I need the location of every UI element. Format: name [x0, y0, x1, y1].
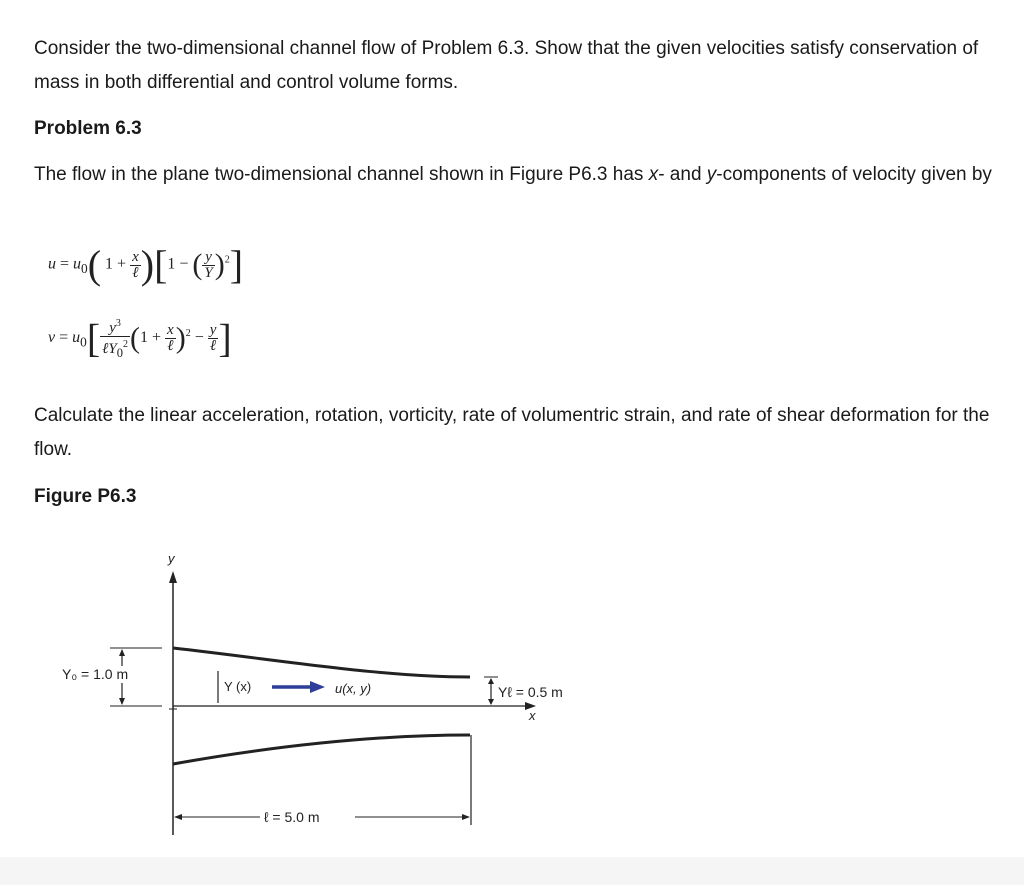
eq-v-minus: −: [194, 329, 204, 347]
eq-u-one: 1: [105, 255, 114, 273]
eq-u-equals: =: [60, 255, 70, 273]
ye-down-arrow-icon: [488, 699, 494, 705]
eq-v-one: 1: [139, 329, 148, 347]
flow-text-2: - and: [658, 164, 707, 185]
flow-y-var: y: [706, 164, 717, 185]
y0-up-arrow-icon: [119, 649, 125, 656]
eq-u-frac-y-Y: $\frac{y}{Y}$: [204, 248, 213, 281]
eq-v-u0: u: [72, 329, 81, 347]
eq-v-square: 2: [185, 327, 191, 339]
figure-heading: Figure P6.3: [34, 486, 137, 507]
eq-u-minus: −: [179, 255, 189, 273]
y0-label: Y₀ = 1.0 m: [62, 666, 129, 682]
lower-wall: [173, 735, 470, 764]
flow-text-1: The flow in the plane two-dimensional channel shown in Figure P6.3 has: [34, 164, 649, 185]
length-label: ℓ = 5.0 m: [264, 809, 320, 825]
eq-u-one-2: 1: [167, 255, 176, 273]
y-axis-label: y: [168, 551, 175, 566]
equation-u: $u = u_0$( 1 + $\frac{x}{\text{ℓ}}$ )[1 − ( $\frac{y}{Y}$ )$^2$]: [48, 242, 244, 287]
ye-label: Yℓ = 0.5 m: [498, 684, 563, 700]
eq-u-u0: u: [73, 255, 82, 273]
eq-u-lhs: u: [48, 255, 56, 273]
eq-u-square: 2: [224, 254, 230, 266]
calc-paragraph: Calculate the linear acceleration, rotation, vorticity, rate of volumentric strain, and rate of shear deformation for the flow.: [34, 405, 990, 460]
channel-flow-figure: [50, 545, 610, 845]
intro-paragraph: Consider the two-dimensional channel flow of Problem 6.3. Show that the given velocities satisfy conservation of mass in both differential and control volume forms.: [34, 38, 979, 93]
problem-heading: Problem 6.3: [34, 118, 142, 139]
flow-x-var: x: [648, 164, 659, 185]
eq-v-frac-y-ell: $\frac{y}{\text{ℓ}}$: [209, 322, 217, 354]
x-axis-label: x: [529, 708, 536, 723]
y-axis-arrow-icon: [169, 571, 177, 583]
eq-v-plus: +: [151, 329, 162, 347]
eq-v-u0-sub: 0: [80, 334, 87, 350]
y0-down-arrow-icon: [119, 698, 125, 705]
eq-v-lhs: v: [48, 329, 56, 347]
flow-arrow-icon: [310, 681, 325, 693]
length-left-arrow-icon: [174, 814, 182, 820]
ye-up-arrow-icon: [488, 678, 494, 684]
eq-v-frac-x-ell: $\frac{x}{\text{ℓ}}$: [167, 322, 174, 354]
yx-label: Y (x): [224, 679, 252, 694]
length-right-arrow-icon: [462, 814, 470, 820]
flow-paragraph: [34, 158, 992, 192]
bottom-bar: [0, 857, 1024, 885]
eq-u-plus: +: [117, 255, 127, 273]
eq-v-equals: =: [59, 329, 69, 347]
uxy-label: u(x, y): [335, 681, 372, 696]
eq-u-frac-x-ell: $\frac{x}{\text{ℓ}}$: [132, 248, 139, 281]
eq-u-u0-sub: 0: [81, 260, 88, 276]
equation-v: $v = u_0$[ $\frac{y^3}{\ell Y_0^2}$ (1 + $\frac{x}{\text{ℓ}}$ )$^2$ − $\frac{y}{\text{ℓ}}$ ]: [48, 315, 232, 361]
eq-v-frac-y3: $\frac{y^3}{\ell Y_0^2}$: [102, 318, 128, 360]
flow-text-3: -components of velocity given by: [716, 164, 992, 185]
